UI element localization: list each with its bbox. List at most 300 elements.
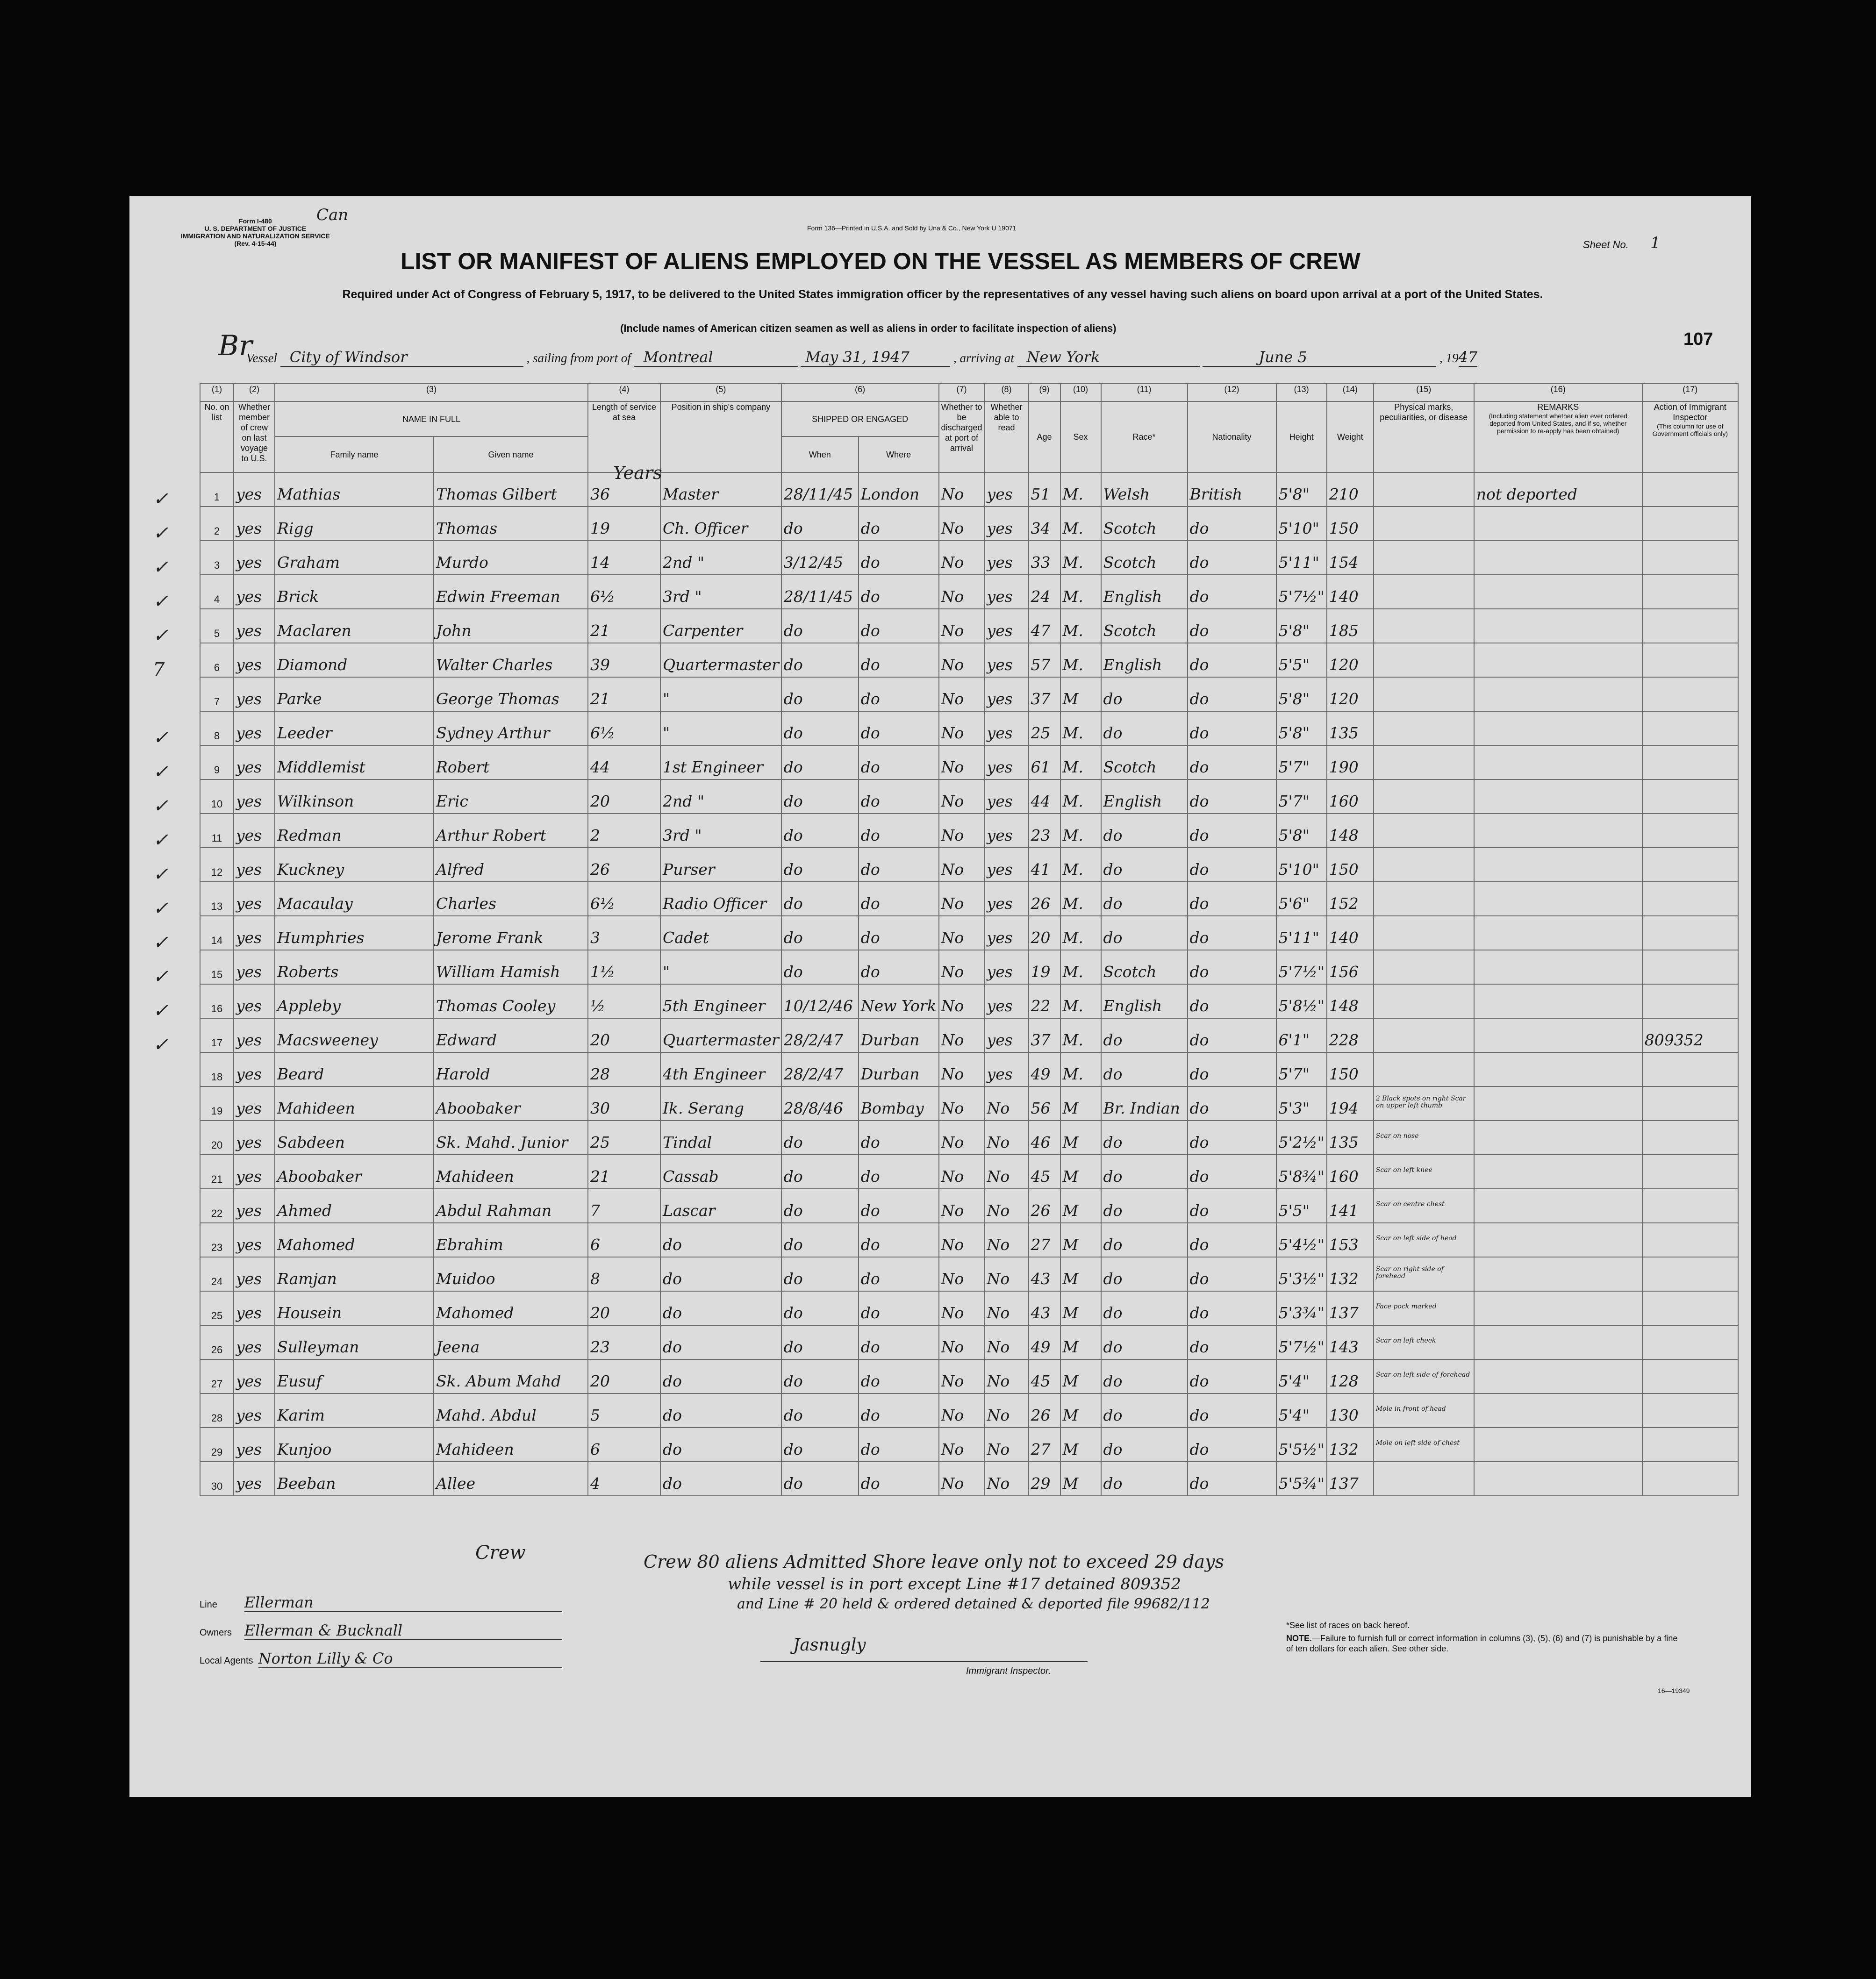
service-years-cell: 39 xyxy=(588,643,660,677)
col-header-name: NAME IN FULL xyxy=(275,401,588,436)
discharged-cell: No xyxy=(939,677,985,711)
check-mark: ✓ xyxy=(153,795,169,817)
family-name-cell: Ahmed xyxy=(275,1189,434,1223)
service-years-cell: 30 xyxy=(588,1086,660,1121)
position-cell: Purser xyxy=(660,848,781,882)
shipped-where-cell: New York xyxy=(859,984,939,1018)
shipped-when-cell: do xyxy=(781,1189,859,1223)
given-name-cell: Sydney Arthur xyxy=(434,711,588,745)
sex-cell: M. xyxy=(1060,575,1101,609)
sex-cell: M. xyxy=(1060,814,1101,848)
can-read-cell: yes xyxy=(985,882,1029,916)
physical-marks-cell: 2 Black spots on right Scar on upper left thumb xyxy=(1374,1086,1474,1121)
sex-cell: M. xyxy=(1060,745,1101,779)
action-title: Action of Immigrant Inspector xyxy=(1654,402,1726,422)
nationality-cell: do xyxy=(1188,1052,1276,1086)
shipped-when-cell: do xyxy=(781,1223,859,1257)
family-name-cell: Kuckney xyxy=(275,848,434,882)
family-name-cell: Wilkinson xyxy=(275,779,434,814)
height-cell: 5'8½" xyxy=(1276,984,1327,1018)
date-to: June 5 xyxy=(1203,348,1436,367)
can-read-cell: No xyxy=(985,1257,1029,1291)
inspector-action-cell xyxy=(1642,1291,1738,1325)
port-to: New York xyxy=(1017,348,1200,367)
sex-cell: M xyxy=(1060,1393,1101,1428)
nationality-cell: do xyxy=(1188,1359,1276,1393)
height-cell: 5'3" xyxy=(1276,1086,1327,1121)
age-cell: 46 xyxy=(1029,1121,1060,1155)
discharged-cell: No xyxy=(939,609,985,643)
note-text: —Failure to furnish full or correct information in columns (3), (5), (6) and (7) is punishable by a fine of ten dollars for each alien. See other side. xyxy=(1286,1634,1678,1653)
year-prefix: , 19 xyxy=(1439,351,1459,365)
weight-cell: 135 xyxy=(1327,1121,1374,1155)
position-cell: Quartermaster xyxy=(660,643,781,677)
service-years-cell: 14 xyxy=(588,541,660,575)
height-cell: 5'7½" xyxy=(1276,575,1327,609)
shipped-where-cell: Bombay xyxy=(859,1086,939,1121)
vessel-flag: Br xyxy=(218,329,252,362)
can-read-cell: yes xyxy=(985,950,1029,984)
given-name-cell: Charles xyxy=(434,882,588,916)
position-cell: 5th Engineer xyxy=(660,984,781,1018)
discharged-cell: No xyxy=(939,1291,985,1325)
family-name-cell: Aboobaker xyxy=(275,1155,434,1189)
given-name-cell: Walter Charles xyxy=(434,643,588,677)
race-cell: do xyxy=(1101,848,1188,882)
sex-cell: M xyxy=(1060,1428,1101,1462)
sex-cell: M. xyxy=(1060,643,1101,677)
age-cell: 41 xyxy=(1029,848,1060,882)
height-cell: 5'11" xyxy=(1276,541,1327,575)
can-read-cell: No xyxy=(985,1155,1029,1189)
family-name-cell: Beard xyxy=(275,1052,434,1086)
discharged-cell: No xyxy=(939,1257,985,1291)
physical-marks-cell xyxy=(1374,1052,1474,1086)
inspector-action-cell: 809352 xyxy=(1642,1018,1738,1052)
height-cell: 5'8" xyxy=(1276,814,1327,848)
row-number-cell: 10 xyxy=(200,779,234,814)
position-cell: Cassab xyxy=(660,1155,781,1189)
service-years-cell: 21 xyxy=(588,609,660,643)
shipped-where-cell: do xyxy=(859,1359,939,1393)
physical-marks-cell xyxy=(1374,882,1474,916)
discharged-cell: No xyxy=(939,643,985,677)
shipped-where-cell: Durban xyxy=(859,1052,939,1086)
shipped-where-cell: do xyxy=(859,1291,939,1325)
age-cell: 19 xyxy=(1029,950,1060,984)
race-cell: Scotch xyxy=(1101,609,1188,643)
inspector-note-1: Crew 80 aliens Admitted Shore leave only not to exceed 29 days xyxy=(644,1551,1224,1572)
table-row xyxy=(200,1189,1738,1223)
service-years-cell: 8 xyxy=(588,1257,660,1291)
row-number-cell: 17 xyxy=(200,1018,234,1052)
last-voyage-cell: yes xyxy=(234,950,275,984)
check-mark: ✓ xyxy=(153,557,169,578)
sex-cell: M xyxy=(1060,1121,1101,1155)
table-row xyxy=(200,779,1738,814)
weight-cell: 132 xyxy=(1327,1428,1374,1462)
remarks-cell xyxy=(1474,677,1642,711)
position-cell: Radio Officer xyxy=(660,882,781,916)
physical-marks-cell xyxy=(1374,507,1474,541)
position-cell: 2nd " xyxy=(660,541,781,575)
can-read-cell: yes xyxy=(985,984,1029,1018)
sex-cell: M xyxy=(1060,1223,1101,1257)
sex-cell: M. xyxy=(1060,882,1101,916)
row-number-cell: 8 xyxy=(200,711,234,745)
col-num: (4) xyxy=(588,384,660,401)
row-number-cell: 5 xyxy=(200,609,234,643)
age-cell: 43 xyxy=(1029,1291,1060,1325)
form-id: Form I-480 xyxy=(239,217,272,225)
weight-cell: 185 xyxy=(1327,609,1374,643)
physical-marks-cell: Scar on right side of forehead xyxy=(1374,1257,1474,1291)
race-cell: do xyxy=(1101,1393,1188,1428)
weight-cell: 160 xyxy=(1327,1155,1374,1189)
height-cell: 5'8" xyxy=(1276,677,1327,711)
remarks-cell xyxy=(1474,541,1642,575)
family-name-cell: Eusuf xyxy=(275,1359,434,1393)
height-cell: 5'5" xyxy=(1276,643,1327,677)
sex-cell: M xyxy=(1060,677,1101,711)
last-voyage-cell: yes xyxy=(234,643,275,677)
weight-cell: 137 xyxy=(1327,1291,1374,1325)
inspector-action-cell xyxy=(1642,950,1738,984)
weight-cell: 190 xyxy=(1327,745,1374,779)
remarks-cell xyxy=(1474,882,1642,916)
races-note: *See list of races on back hereof. xyxy=(1286,1621,1410,1630)
can-read-cell: No xyxy=(985,1325,1029,1359)
service-years-cell: 6 xyxy=(588,1428,660,1462)
last-voyage-cell: yes xyxy=(234,472,275,507)
line-label: Line xyxy=(200,1600,217,1610)
footer-agents xyxy=(200,1650,562,1668)
family-name-cell: Macsweeney xyxy=(275,1018,434,1052)
shipped-when-cell: do xyxy=(781,779,859,814)
shipped-when-cell: do xyxy=(781,745,859,779)
race-cell: do xyxy=(1101,1462,1188,1496)
position-cell: do xyxy=(660,1359,781,1393)
check-mark: ✓ xyxy=(153,522,169,544)
given-name-cell: Mahd. Abdul xyxy=(434,1393,588,1428)
inspector-label: Immigrant Inspector. xyxy=(966,1666,1051,1676)
page-stamp: 107 xyxy=(1683,329,1713,349)
race-cell: do xyxy=(1101,1257,1188,1291)
row-number-cell: 23 xyxy=(200,1223,234,1257)
col-header-height: Height xyxy=(1276,401,1327,472)
height-cell: 5'4" xyxy=(1276,1359,1327,1393)
col-header-last-voyage: Whether member of crew on last voyage to U.S. xyxy=(234,401,275,472)
weight-cell: 156 xyxy=(1327,950,1374,984)
given-name-cell: Thomas Cooley xyxy=(434,984,588,1018)
table-row xyxy=(200,677,1738,711)
table-row xyxy=(200,882,1738,916)
inspector-note-3: and Line # 20 held & ordered detained & deported file 99682/112 xyxy=(737,1596,1210,1612)
row-number-cell: 2 xyxy=(200,507,234,541)
can-read-cell: No xyxy=(985,1462,1029,1496)
check-mark: ✓ xyxy=(153,966,169,987)
nationality-cell: do xyxy=(1188,1086,1276,1121)
discharged-cell: No xyxy=(939,1359,985,1393)
crew-note: Crew xyxy=(475,1542,526,1564)
race-cell: do xyxy=(1101,1359,1188,1393)
last-voyage-cell: yes xyxy=(234,1291,275,1325)
weight-cell: 152 xyxy=(1327,882,1374,916)
action-note: (This column for use of Government officials only) xyxy=(1652,422,1728,437)
sex-cell: M xyxy=(1060,1325,1101,1359)
given-name-cell: Sk. Abum Mahd xyxy=(434,1359,588,1393)
service-years-cell: 2 xyxy=(588,814,660,848)
can-read-cell: yes xyxy=(985,507,1029,541)
col-num: (8) xyxy=(985,384,1029,401)
physical-marks-cell: Scar on left knee xyxy=(1374,1155,1474,1189)
last-voyage-cell: yes xyxy=(234,814,275,848)
can-read-cell: yes xyxy=(985,609,1029,643)
corner-note: Can xyxy=(316,206,349,224)
can-read-cell: yes xyxy=(985,643,1029,677)
row-number-cell: 4 xyxy=(200,575,234,609)
inspector-action-cell xyxy=(1642,541,1738,575)
family-name-cell: Mahomed xyxy=(275,1223,434,1257)
discharged-cell: No xyxy=(939,1052,985,1086)
remarks-cell xyxy=(1474,848,1642,882)
row-number-cell: 27 xyxy=(200,1359,234,1393)
last-voyage-cell: yes xyxy=(234,1428,275,1462)
service-years-cell: 7 xyxy=(588,1189,660,1223)
sheet-number xyxy=(1583,234,1661,252)
row-number-cell: 26 xyxy=(200,1325,234,1359)
last-voyage-cell: yes xyxy=(234,1359,275,1393)
age-cell: 57 xyxy=(1029,643,1060,677)
inspector-action-cell xyxy=(1642,711,1738,745)
shipped-when-cell: do xyxy=(781,1155,859,1189)
col-header-discharged: Whether to be discharged at port of arrival xyxy=(939,401,985,472)
last-voyage-cell: yes xyxy=(234,779,275,814)
service-years-cell: 6½ xyxy=(588,575,660,609)
row-number-cell: 29 xyxy=(200,1428,234,1462)
family-name-cell: Appleby xyxy=(275,984,434,1018)
last-voyage-cell: yes xyxy=(234,507,275,541)
signature-line xyxy=(760,1661,1088,1662)
col-num: (9) xyxy=(1029,384,1060,401)
shipped-where-cell: do xyxy=(859,1257,939,1291)
discharged-cell: No xyxy=(939,1428,985,1462)
weight-cell: 154 xyxy=(1327,541,1374,575)
given-name-cell: John xyxy=(434,609,588,643)
position-cell: 4th Engineer xyxy=(660,1052,781,1086)
col-header-race: Race* xyxy=(1101,401,1188,472)
remarks-cell xyxy=(1474,1428,1642,1462)
age-cell: 49 xyxy=(1029,1325,1060,1359)
sailing-label: , sailing from port of xyxy=(526,351,631,365)
shipped-where-cell: do xyxy=(859,609,939,643)
remarks-cell xyxy=(1474,745,1642,779)
inspector-action-cell xyxy=(1642,1393,1738,1428)
weight-cell: 150 xyxy=(1327,848,1374,882)
race-cell: English xyxy=(1101,779,1188,814)
shipped-when-cell: 10/12/46 xyxy=(781,984,859,1018)
physical-marks-cell: Scar on left side of head xyxy=(1374,1223,1474,1257)
physical-marks-cell: Scar on left cheek xyxy=(1374,1325,1474,1359)
table-row xyxy=(200,1052,1738,1086)
crew-manifest-table xyxy=(200,383,1739,1496)
remarks-cell xyxy=(1474,1257,1642,1291)
can-read-cell: yes xyxy=(985,575,1029,609)
discharged-cell: No xyxy=(939,1155,985,1189)
can-read-cell: No xyxy=(985,1291,1029,1325)
row-number-cell: 28 xyxy=(200,1393,234,1428)
table-row xyxy=(200,848,1738,882)
nationality-cell: do xyxy=(1188,950,1276,984)
inspector-action-cell xyxy=(1642,575,1738,609)
height-cell: 5'8" xyxy=(1276,472,1327,507)
page-subtitle: Required under Act of Congress of February 5, 1917, to be delivered to the United States immigration officer by the representatives of any vessel having such aliens on board upon arrival at a port of the United States. xyxy=(342,288,1543,301)
age-cell: 29 xyxy=(1029,1462,1060,1496)
table-row xyxy=(200,472,1738,507)
table-row xyxy=(200,1462,1738,1496)
position-cell: 3rd " xyxy=(660,575,781,609)
height-cell: 5'2½" xyxy=(1276,1121,1327,1155)
family-name-cell: Roberts xyxy=(275,950,434,984)
age-cell: 27 xyxy=(1029,1428,1060,1462)
col-header-where: Where xyxy=(859,436,939,472)
age-cell: 56 xyxy=(1029,1086,1060,1121)
nationality-cell: do xyxy=(1188,677,1276,711)
can-read-cell: yes xyxy=(985,677,1029,711)
row-number-cell: 16 xyxy=(200,984,234,1018)
col-num: (14) xyxy=(1327,384,1374,401)
given-name-cell: Mahideen xyxy=(434,1428,588,1462)
shipped-when-cell: 28/8/46 xyxy=(781,1086,859,1121)
family-name-cell: Sulleyman xyxy=(275,1325,434,1359)
last-voyage-cell: yes xyxy=(234,882,275,916)
height-cell: 5'8" xyxy=(1276,609,1327,643)
service-years-cell: 28 xyxy=(588,1052,660,1086)
sex-cell: M. xyxy=(1060,984,1101,1018)
remarks-cell xyxy=(1474,1325,1642,1359)
manifest-sheet xyxy=(129,196,1751,1797)
note-label: NOTE. xyxy=(1286,1634,1312,1643)
row-number-cell: 6 xyxy=(200,643,234,677)
inspector-action-cell xyxy=(1642,1155,1738,1189)
last-voyage-cell: yes xyxy=(234,609,275,643)
shipped-where-cell: do xyxy=(859,507,939,541)
age-cell: 61 xyxy=(1029,745,1060,779)
shipped-when-cell: do xyxy=(781,1291,859,1325)
date-from: May 31, 1947 xyxy=(801,348,950,367)
shipped-where-cell: do xyxy=(859,677,939,711)
service-years-cell: 36 xyxy=(588,472,660,507)
check-mark: ✓ xyxy=(153,625,169,646)
nationality-cell: do xyxy=(1188,1257,1276,1291)
weight-cell: 143 xyxy=(1327,1325,1374,1359)
height-cell: 5'7" xyxy=(1276,779,1327,814)
table-row xyxy=(200,643,1738,677)
physical-marks-cell: Scar on left side of forehead xyxy=(1374,1359,1474,1393)
remarks-cell xyxy=(1474,575,1642,609)
check-mark: ✓ xyxy=(153,829,169,851)
given-name-cell: Mahideen xyxy=(434,1155,588,1189)
row-number-cell: 14 xyxy=(200,916,234,950)
physical-marks-cell: Scar on centre chest xyxy=(1374,1189,1474,1223)
check-mark: ✓ xyxy=(153,761,169,783)
height-cell: 5'7½" xyxy=(1276,1325,1327,1359)
race-cell: English xyxy=(1101,984,1188,1018)
can-read-cell: yes xyxy=(985,848,1029,882)
family-name-cell: Ramjan xyxy=(275,1257,434,1291)
position-cell: do xyxy=(660,1257,781,1291)
service-years-cell: 20 xyxy=(588,1359,660,1393)
col-num: (7) xyxy=(939,384,985,401)
service-years-cell: 20 xyxy=(588,1291,660,1325)
shipped-where-cell: do xyxy=(859,1428,939,1462)
family-name-cell: Mathias xyxy=(275,472,434,507)
nationality-cell: do xyxy=(1188,1393,1276,1428)
service-years-cell: 4 xyxy=(588,1462,660,1496)
given-name-cell: Eric xyxy=(434,779,588,814)
inspector-action-cell xyxy=(1642,1121,1738,1155)
family-name-cell: Leeder xyxy=(275,711,434,745)
can-read-cell: No xyxy=(985,1189,1029,1223)
table-row xyxy=(200,711,1738,745)
height-cell: 5'7" xyxy=(1276,745,1327,779)
inspector-action-cell xyxy=(1642,1359,1738,1393)
nationality-cell: do xyxy=(1188,711,1276,745)
row-number-cell: 18 xyxy=(200,1052,234,1086)
shipped-where-cell: do xyxy=(859,779,939,814)
family-name-cell: Rigg xyxy=(275,507,434,541)
race-cell: do xyxy=(1101,1223,1188,1257)
shipped-when-cell: do xyxy=(781,1257,859,1291)
remarks-cell xyxy=(1474,643,1642,677)
given-name-cell: Muidoo xyxy=(434,1257,588,1291)
physical-marks-cell: Scar on nose xyxy=(1374,1121,1474,1155)
discharged-cell: No xyxy=(939,984,985,1018)
inspector-action-cell xyxy=(1642,507,1738,541)
weight-cell: 140 xyxy=(1327,916,1374,950)
sex-cell: M. xyxy=(1060,609,1101,643)
remarks-cell xyxy=(1474,1121,1642,1155)
race-cell: do xyxy=(1101,1428,1188,1462)
age-cell: 22 xyxy=(1029,984,1060,1018)
shipped-when-cell: do xyxy=(781,1121,859,1155)
family-name-cell: Macaulay xyxy=(275,882,434,916)
weight-cell: 160 xyxy=(1327,779,1374,814)
shipped-when-cell: do xyxy=(781,916,859,950)
table-row xyxy=(200,814,1738,848)
service-years-cell: 20 xyxy=(588,1018,660,1052)
nationality-cell: do xyxy=(1188,1018,1276,1052)
can-read-cell: yes xyxy=(985,472,1029,507)
given-name-cell: Jeena xyxy=(434,1325,588,1359)
physical-marks-cell: Mole on left side of chest xyxy=(1374,1428,1474,1462)
nationality-cell: do xyxy=(1188,779,1276,814)
weight-cell: 120 xyxy=(1327,677,1374,711)
weight-cell: 140 xyxy=(1327,575,1374,609)
table-row xyxy=(200,575,1738,609)
race-cell: do xyxy=(1101,882,1188,916)
inspector-action-cell xyxy=(1642,916,1738,950)
service-years-cell: 1½ xyxy=(588,950,660,984)
inspector-action-cell xyxy=(1642,677,1738,711)
age-cell: 33 xyxy=(1029,541,1060,575)
race-cell: do xyxy=(1101,1325,1188,1359)
nationality-cell: do xyxy=(1188,882,1276,916)
discharged-cell: No xyxy=(939,575,985,609)
last-voyage-cell: yes xyxy=(234,711,275,745)
height-cell: 5'11" xyxy=(1276,916,1327,950)
nationality-cell: do xyxy=(1188,984,1276,1018)
